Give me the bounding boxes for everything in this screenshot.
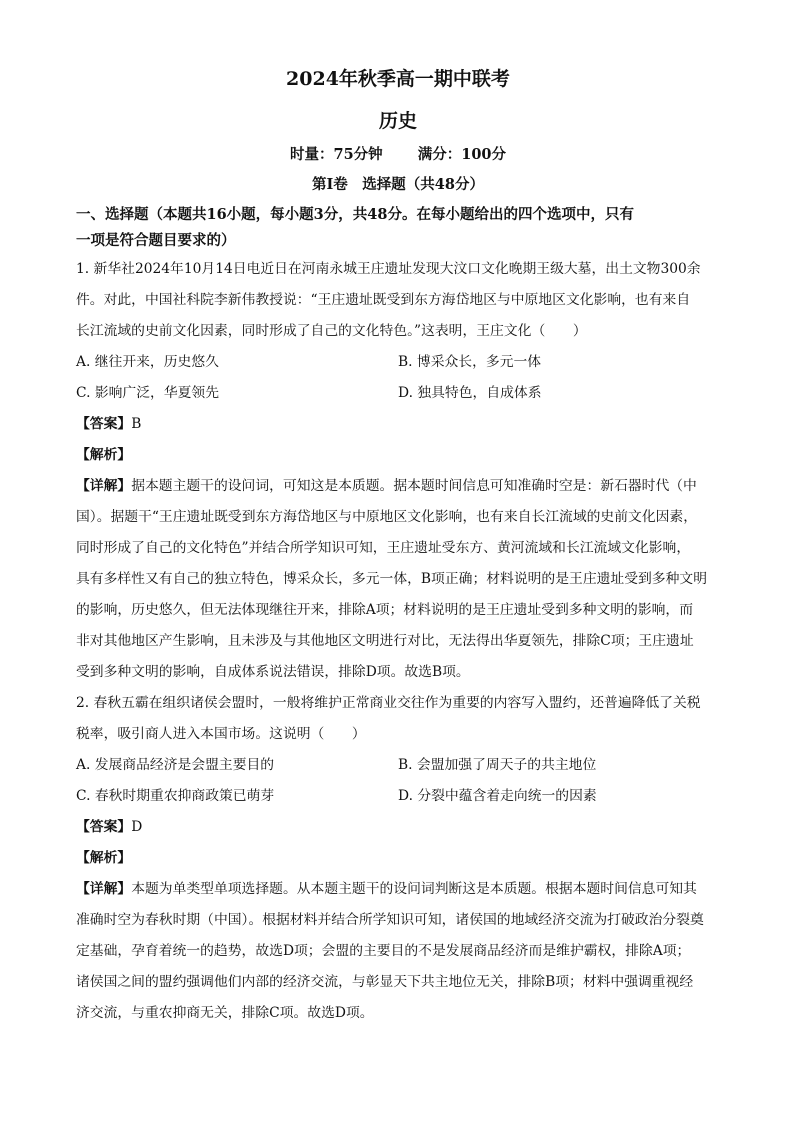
question-2 xyxy=(76,688,720,1029)
answer-line xyxy=(76,812,720,843)
detail-line: 济交流，与重农抑商无关，排除C项。故选D项。 xyxy=(76,1005,374,1021)
detail-line: 非对其他地区产生影响，且未涉及与其他地区文明进行对比，无法得出华夏领先，排除C项；王庄遗址 xyxy=(76,633,694,649)
exam-page xyxy=(76,60,720,1029)
question-stem-line: 税率，吸引商人进入本国市场。这说明（ ） xyxy=(76,726,366,742)
answer-line xyxy=(76,409,720,440)
option-c: C. 春秋时期重农抑商政策已萌芽 xyxy=(76,788,275,804)
analysis-label: 【解析】 xyxy=(76,447,132,463)
answer-label: 【答案】 xyxy=(76,819,132,835)
detail-line xyxy=(76,471,720,502)
option-b: B. 博采众长，多元一体 xyxy=(398,354,542,370)
detail-text: 据本题主题干的设问词，可知这是本质题。据本题时间信息可知准确时空是：新石器时代（中 xyxy=(131,478,697,494)
analysis-line xyxy=(76,440,720,471)
question-stem-line: 长江流域的史前文化因素，同时形成了自己的文化特色。”这表明，王庄文化（ ） xyxy=(76,323,587,339)
time-limit: 时量：75分钟 xyxy=(289,146,383,163)
analysis-line xyxy=(76,843,720,874)
detail-line: 具有多样性又有自己的独立特色，博采众长，多元一体，B项正确；材料说明的是王庄遗址受到多种文明 xyxy=(76,571,707,587)
detail-label: 【详解】 xyxy=(76,478,132,494)
detail-line: 定基础，孕育着统一的趋势，故选D项；会盟的主要目的不是发展商品经济而是维护霸权，排除A项； xyxy=(76,943,691,959)
section-heading xyxy=(76,202,720,254)
exam-meta xyxy=(76,144,720,166)
analysis-label: 【解析】 xyxy=(76,850,132,866)
question-stem-line: 1. 新华社2024年10月14日电近日在河南永城王庄遗址发现大汶口文化晚期王级大墓，出土文物300余 xyxy=(76,261,701,277)
question-stem-line: 2. 春秋五霸在组织诸侯会盟时，一般将维护正常商业交往作为重要的内容写入盟约，还普遍降低了关税 xyxy=(76,695,701,711)
question-options xyxy=(76,750,720,812)
detail-line: 的影响，历史悠久，但无法体现继往开来，排除A项；材料说明的是王庄遗址受到多种文明的影响，而 xyxy=(76,602,694,618)
option-d: D. 分裂中蕴含着走向统一的因素 xyxy=(398,788,597,804)
option-d: D. 独具特色，自成体系 xyxy=(398,385,542,401)
exam-title: 2024年秋季高一期中联考 xyxy=(286,68,510,90)
option-a: A. 继往开来，历史悠久 xyxy=(76,354,219,370)
question-stem-line: 件。对此，中国社科院李新伟教授说：“王庄遗址既受到东方海岱地区与中原地区文化影响，也有来自 xyxy=(76,292,691,308)
detail-line: 国）。据题干“王庄遗址既受到东方海岱地区与中原地区文化影响，也有来自长江流域的史前文化因素， xyxy=(76,509,698,525)
question-options xyxy=(76,347,720,409)
full-score: 满分：100分 xyxy=(417,146,507,163)
option-c: C. 影响广泛，华夏领先 xyxy=(76,385,220,401)
question-1 xyxy=(76,254,720,688)
detail-line: 同时形成了自己的文化特色”并结合所学知识可知，王庄遗址受东方、黄河流域和长江流域文化影响， xyxy=(76,540,691,556)
answer-value: B xyxy=(131,416,142,432)
detail-line xyxy=(76,874,720,905)
detail-line: 诸侯国之间的盟约强调他们内部的经济交流，与彰显天下共主地位无关，排除B项；材料中强调重视经 xyxy=(76,974,694,990)
option-b: B. 会盟加强了周天子的共主地位 xyxy=(398,757,597,773)
detail-line: 准确时空为春秋时期（中国）。根据材料并结合所学知识可知，诸侯国的地域经济交流为打破政治分裂奠 xyxy=(76,912,704,928)
detail-label: 【详解】 xyxy=(76,881,132,897)
answer-label: 【答案】 xyxy=(76,416,132,432)
detail-text: 本题为单类型单项选择题。从本题主题干的设问词判断这是本质题。根据本题时间信息可知其 xyxy=(131,881,697,897)
subject-title: 历史 xyxy=(378,110,417,132)
volume-heading: 第Ⅰ卷 选择题（共48分） xyxy=(312,176,484,193)
section-heading-line: 一、选择题（本题共16小题，每小题3分，共48分。在每小题给出的四个选项中，只有 xyxy=(76,206,634,223)
answer-value: D xyxy=(131,819,143,835)
section-heading-line: 一项是符合题目要求的） xyxy=(76,232,236,249)
detail-line: 受到多种文明的影响，自成体系说法错误，排除D项。故选B项。 xyxy=(76,664,470,680)
option-a: A. 发展商品经济是会盟主要目的 xyxy=(76,757,275,773)
